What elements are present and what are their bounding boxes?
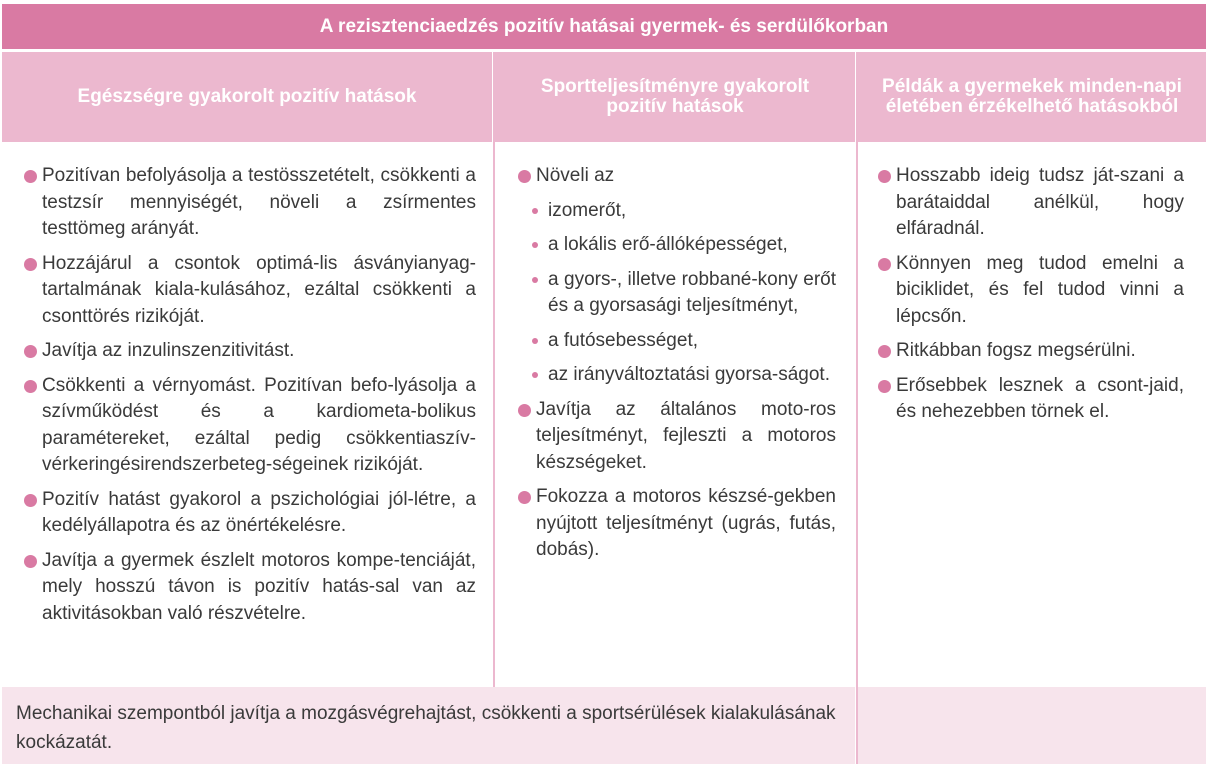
- examples-list: [878, 163, 1184, 426]
- bullet-icon: [24, 258, 37, 271]
- sport-sub-list: [518, 198, 836, 389]
- bullet-icon: [518, 491, 531, 504]
- bottom-row-text: Mechanikai szempontból javítja a mozgásvégrehajtást, csökkenti a sportsérülések kialakulásának kockázatát.: [2, 687, 855, 764]
- sub-list-item: az irányváltoztatási gyorsa-ságot.: [518, 362, 836, 389]
- bullet-icon: [878, 258, 891, 271]
- list-item: Csökkenti a vérnyomást. Pozitívan befo-lyásolja a szívműködést és a kardiometa-bolikus paramétereket, ezáltal pedig csökkentiaszív-vérkeringésirendszerbeteg-ségeinek rizikóját.: [24, 373, 476, 479]
- list-item: Hozzájárul a csontok optimá-lis ásványianyag-tartalmának kiala-kulásához, ezáltal csökkenti a csonttörés rizikóját.: [24, 251, 476, 331]
- column-header-examples: [858, 52, 1206, 142]
- list-item: Könnyen meg tudod emelni a biciklidet, és fel tudod vinni a lépcsőn.: [878, 251, 1184, 331]
- column-header-examples-label: Példák a gyermekek minden-napi életében érzékelhető hatásokból: [882, 76, 1182, 117]
- column-divider: [493, 52, 495, 764]
- health-list: [24, 163, 476, 627]
- bullet-icon: [24, 494, 37, 507]
- sub-list-item: a futósebességet,: [518, 328, 836, 355]
- sport-intro: Növeli az: [518, 163, 836, 190]
- column-header-sport-label: Sportteljesítményre gyakorolt pozitív hatások: [540, 76, 810, 117]
- examples-column: [878, 145, 1184, 685]
- list-item: Javítja a gyermek észlelt motoros kompe-tenciáját, mely hosszú távon is pozitív hatás-sal van az aktivitásokban való részvételre.: [24, 548, 476, 628]
- health-column: [24, 145, 476, 685]
- list-item: Pozitívan befolyásolja a testösszetételt, csökkenti a testzsír mennyiségét, növeli a zsírmentes testtömeg arányát.: [24, 163, 476, 243]
- small-bullet-icon: [532, 372, 538, 378]
- column-header-health: [2, 52, 492, 142]
- list-item: Fokozza a motoros készsé-gekben nyújtott teljesítményt (ugrás, futás, dobás).: [518, 484, 836, 564]
- list-item: Javítja az általános moto-ros teljesítményt, fejleszti a motoros készségeket.: [518, 397, 836, 477]
- sub-list-item: a gyors-, illetve robbané-kony erőt és a gyorsasági teljesítményt,: [518, 267, 836, 320]
- list-item: Ritkábban fogsz megsérülni.: [878, 338, 1184, 365]
- bullet-icon: [878, 380, 891, 393]
- column-header-sport: [495, 52, 855, 142]
- bullet-icon: [24, 380, 37, 393]
- list-item: Pozitív hatást gyakorol a pszichológiai jól-létre, a kedélyállapotra és az önértékelésre.: [24, 487, 476, 540]
- sub-list-item: izomerőt,: [518, 198, 836, 225]
- bullet-icon: [24, 170, 37, 183]
- small-bullet-icon: [532, 277, 538, 283]
- bullet-icon: [24, 555, 37, 568]
- bullet-icon: [518, 404, 531, 417]
- bullet-icon: [518, 170, 531, 183]
- small-bullet-icon: [532, 338, 538, 344]
- small-bullet-icon: [532, 208, 538, 214]
- bullet-icon: [24, 345, 37, 358]
- bullet-icon: [878, 170, 891, 183]
- sport-column: [518, 145, 836, 685]
- list-item: Erősebbek lesznek a csont-jaid, és nehezebben törnek el.: [878, 373, 1184, 426]
- column-header-health-label: Egészségre gyakorolt pozitív hatások: [77, 86, 417, 107]
- column-divider: [856, 52, 858, 764]
- list-item: Javítja az inzulinszenzitivitást.: [24, 338, 476, 365]
- bullet-icon: [878, 345, 891, 358]
- small-bullet-icon: [532, 242, 538, 248]
- sport-list: [518, 397, 836, 564]
- sub-list-item: a lokális erő-állóképességet,: [518, 232, 836, 259]
- list-item: Hosszabb ideig tudsz ját-szani a barátaiddal anélkül, hogy elfáradnál.: [878, 163, 1184, 243]
- table-title: A rezisztenciaedzés pozitív hatásai gyermek- és serdülőkorban: [2, 4, 1206, 49]
- bottom-row-empty-cell: [858, 687, 1206, 764]
